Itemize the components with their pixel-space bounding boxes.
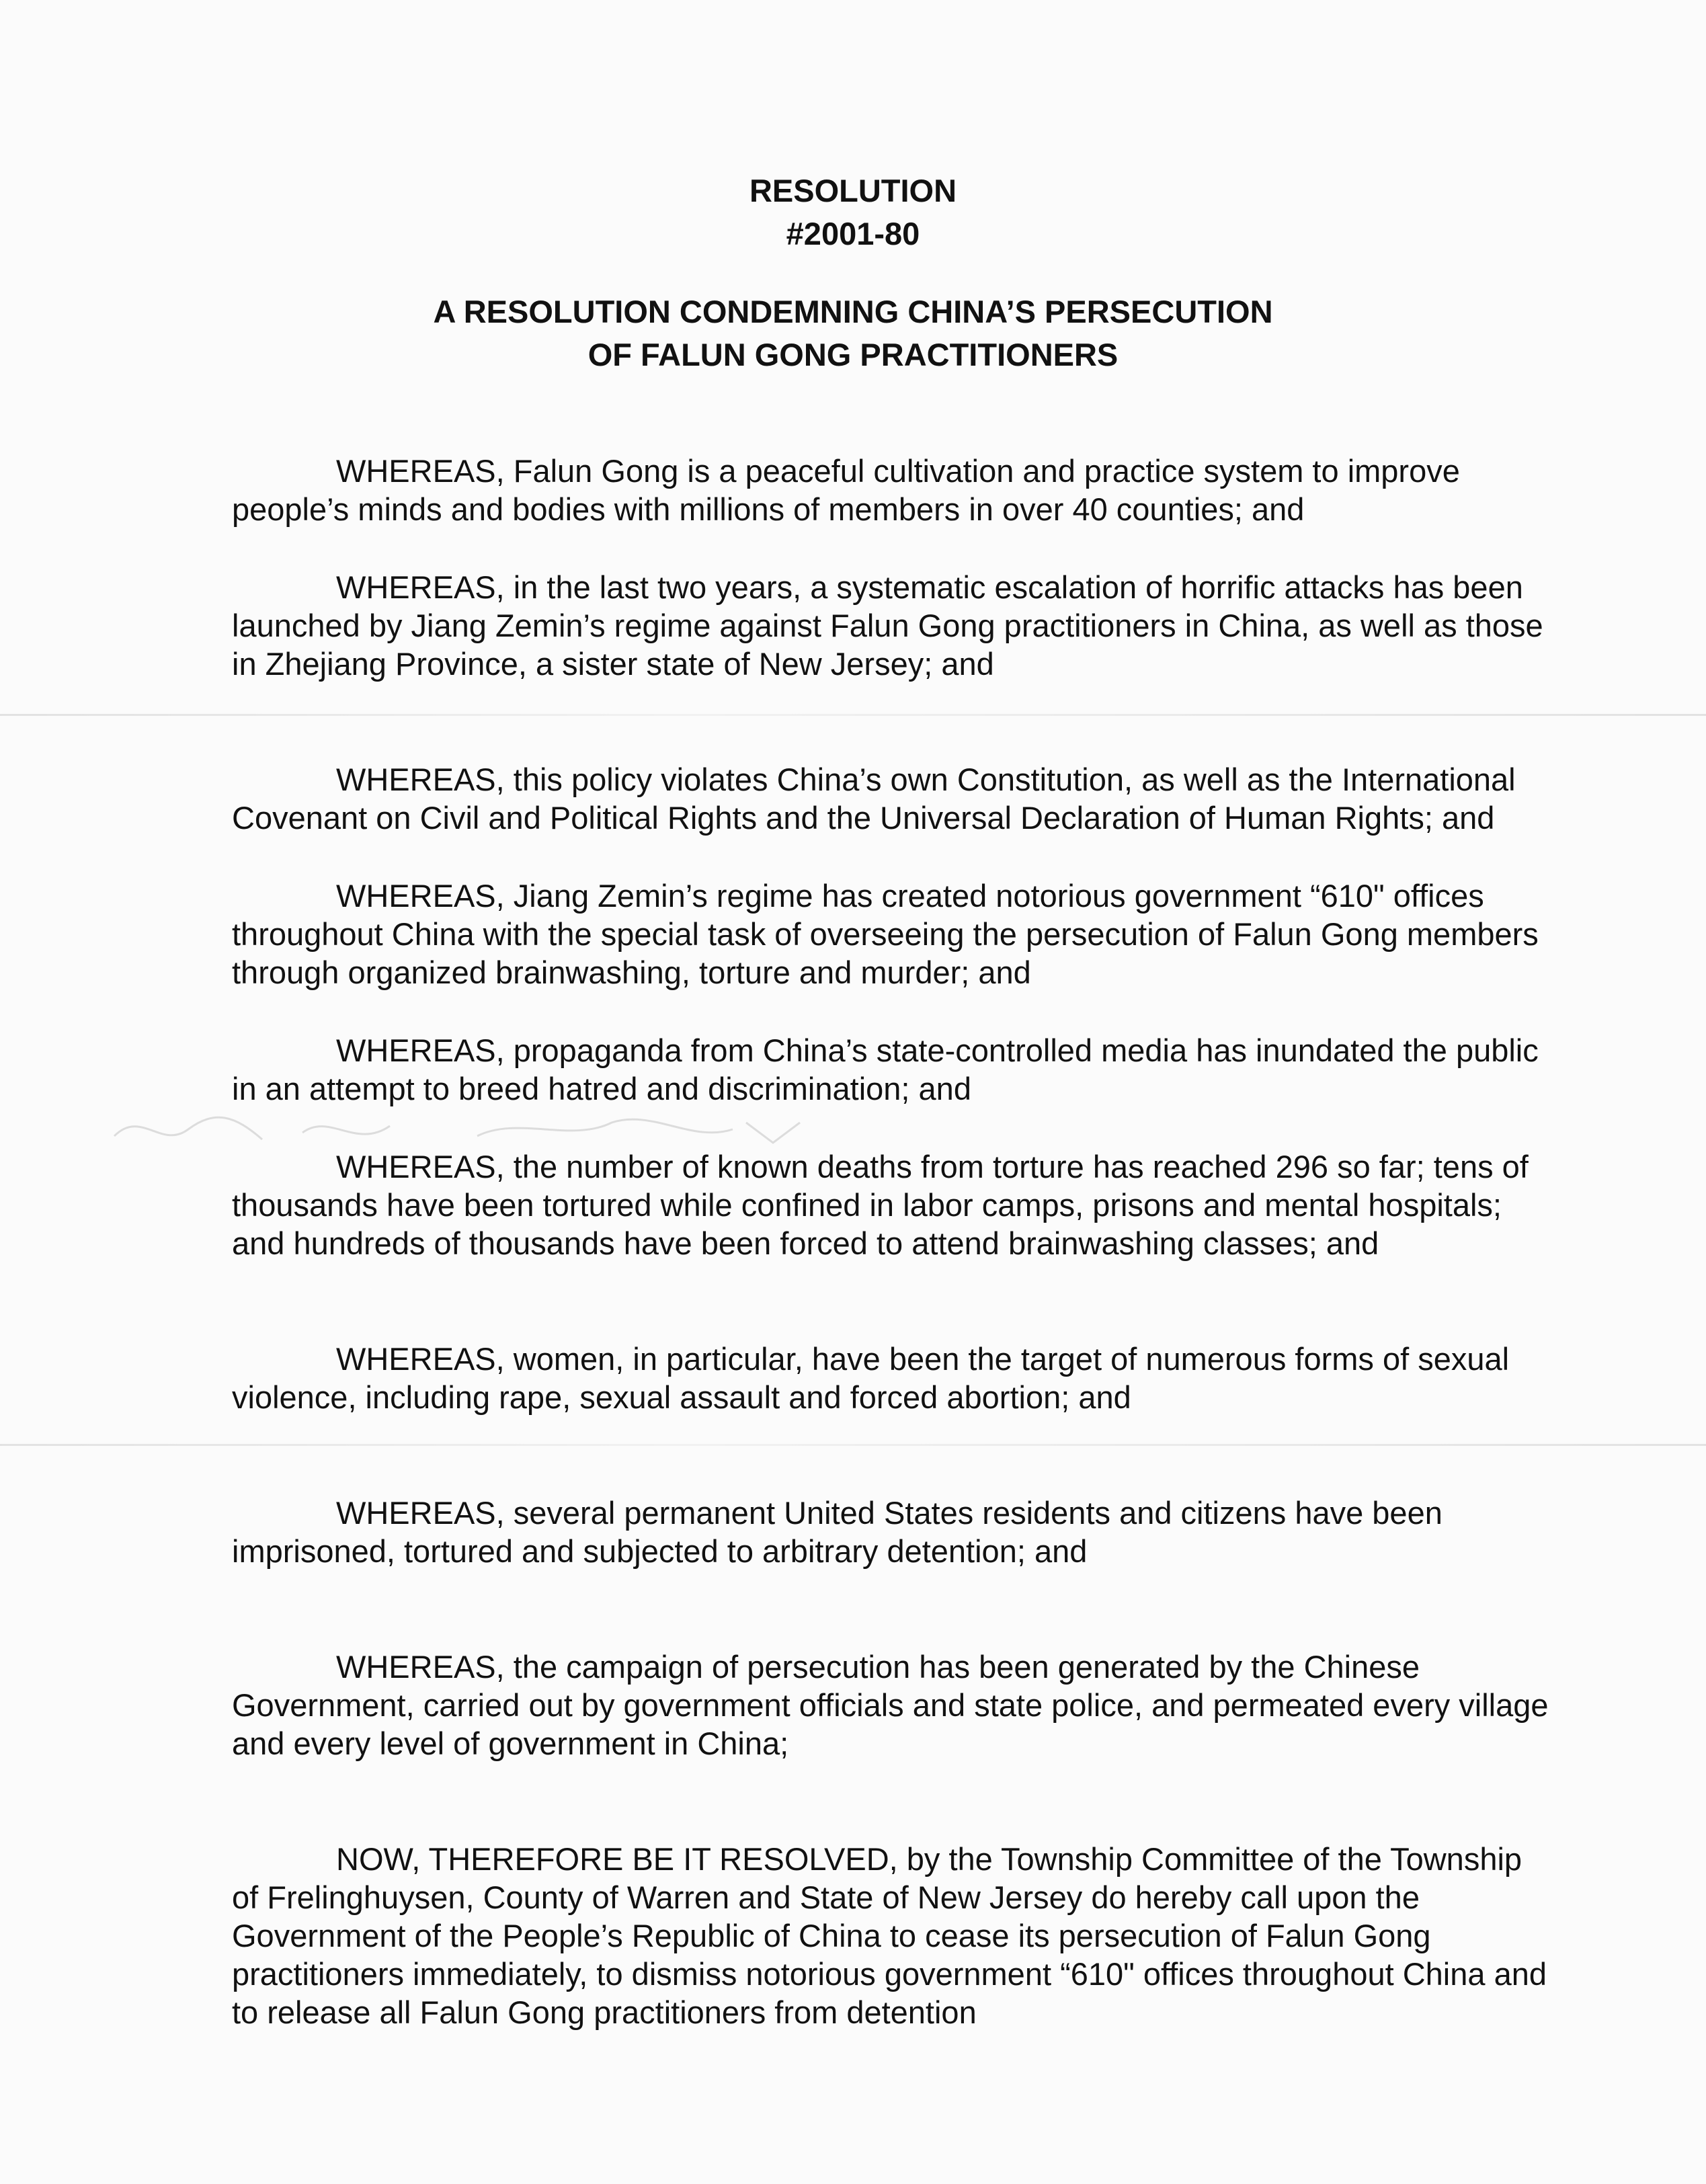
resolution-body [232,452,1549,2031]
resolution-heading [0,169,1706,255]
whereas-paragraph-7: WHEREAS, women, in particular, have been the target of numerous forms of sexual violence, including rape, sexual assault and forced abortion; and [232,1341,1510,1415]
resolution-label: RESOLUTION [749,173,957,208]
whereas-paragraph-8: WHEREAS, several permanent United States residents and citizens have been imprisoned, tortured and subjected to arbitrary detention; and [232,1495,1443,1569]
resolved-paragraph: NOW, THEREFORE BE IT RESOLVED, by the Township Committee of the Township of Frelinghuysen, County of Warren and State of New Jersey do hereby call upon the Government of the People’s Republic of China to cease its persecution of Falun Gong practitioners immediately, to dismiss notorious government “610" offices throughout China and to release all Falun Gong practitioners from detention [232,1841,1547,2030]
resolution-number: #2001-80 [786,216,920,251]
whereas-paragraph-6: WHEREAS, the number of known deaths from torture has reached 296 so far; tens of thousands have been tortured while confined in labor camps, prisons and mental hospitals; and hundreds of thousands have been forced to attend brainwashing classes; and [232,1149,1529,1261]
whereas-paragraph-1: WHEREAS, Falun Gong is a peaceful cultivation and practice system to improve people’s minds and bodies with millions of members in over 40 counties; and [232,453,1460,527]
whereas-paragraph-5: WHEREAS, propaganda from China’s state-controlled media has inundated the public in an attempt to breed hatred and discrimination; and [232,1033,1539,1106]
whereas-paragraph-3: WHEREAS, this policy violates China’s own Constitution, as well as the International Covenant on Civil and Political Rights and the Universal Declaration of Human Rights; and [232,762,1516,836]
whereas-paragraph-4: WHEREAS, Jiang Zemin’s regime has created notorious government “610" offices throughout China with the special task of overseeing the persecution of Falun Gong members through organized brainwashing, torture and murder; and [232,878,1539,990]
title-line-1: A RESOLUTION CONDEMNING CHINA’S PERSECUTION [433,294,1273,329]
resolution-title [0,290,1706,376]
title-line-2: OF FALUN GONG PRACTITIONERS [587,337,1119,372]
whereas-paragraph-9: WHEREAS, the campaign of persecution has been generated by the Chinese Government, carried out by government officials and state police, and permeated every village and every level of government in China; [232,1649,1549,1761]
whereas-paragraph-2: WHEREAS, in the last two years, a systematic escalation of horrific attacks has been launched by Jiang Zemin’s regime against Falun Gong practitioners in China, as well as those in Zhejiang Province, a sister state of New Jersey; and [232,569,1543,682]
